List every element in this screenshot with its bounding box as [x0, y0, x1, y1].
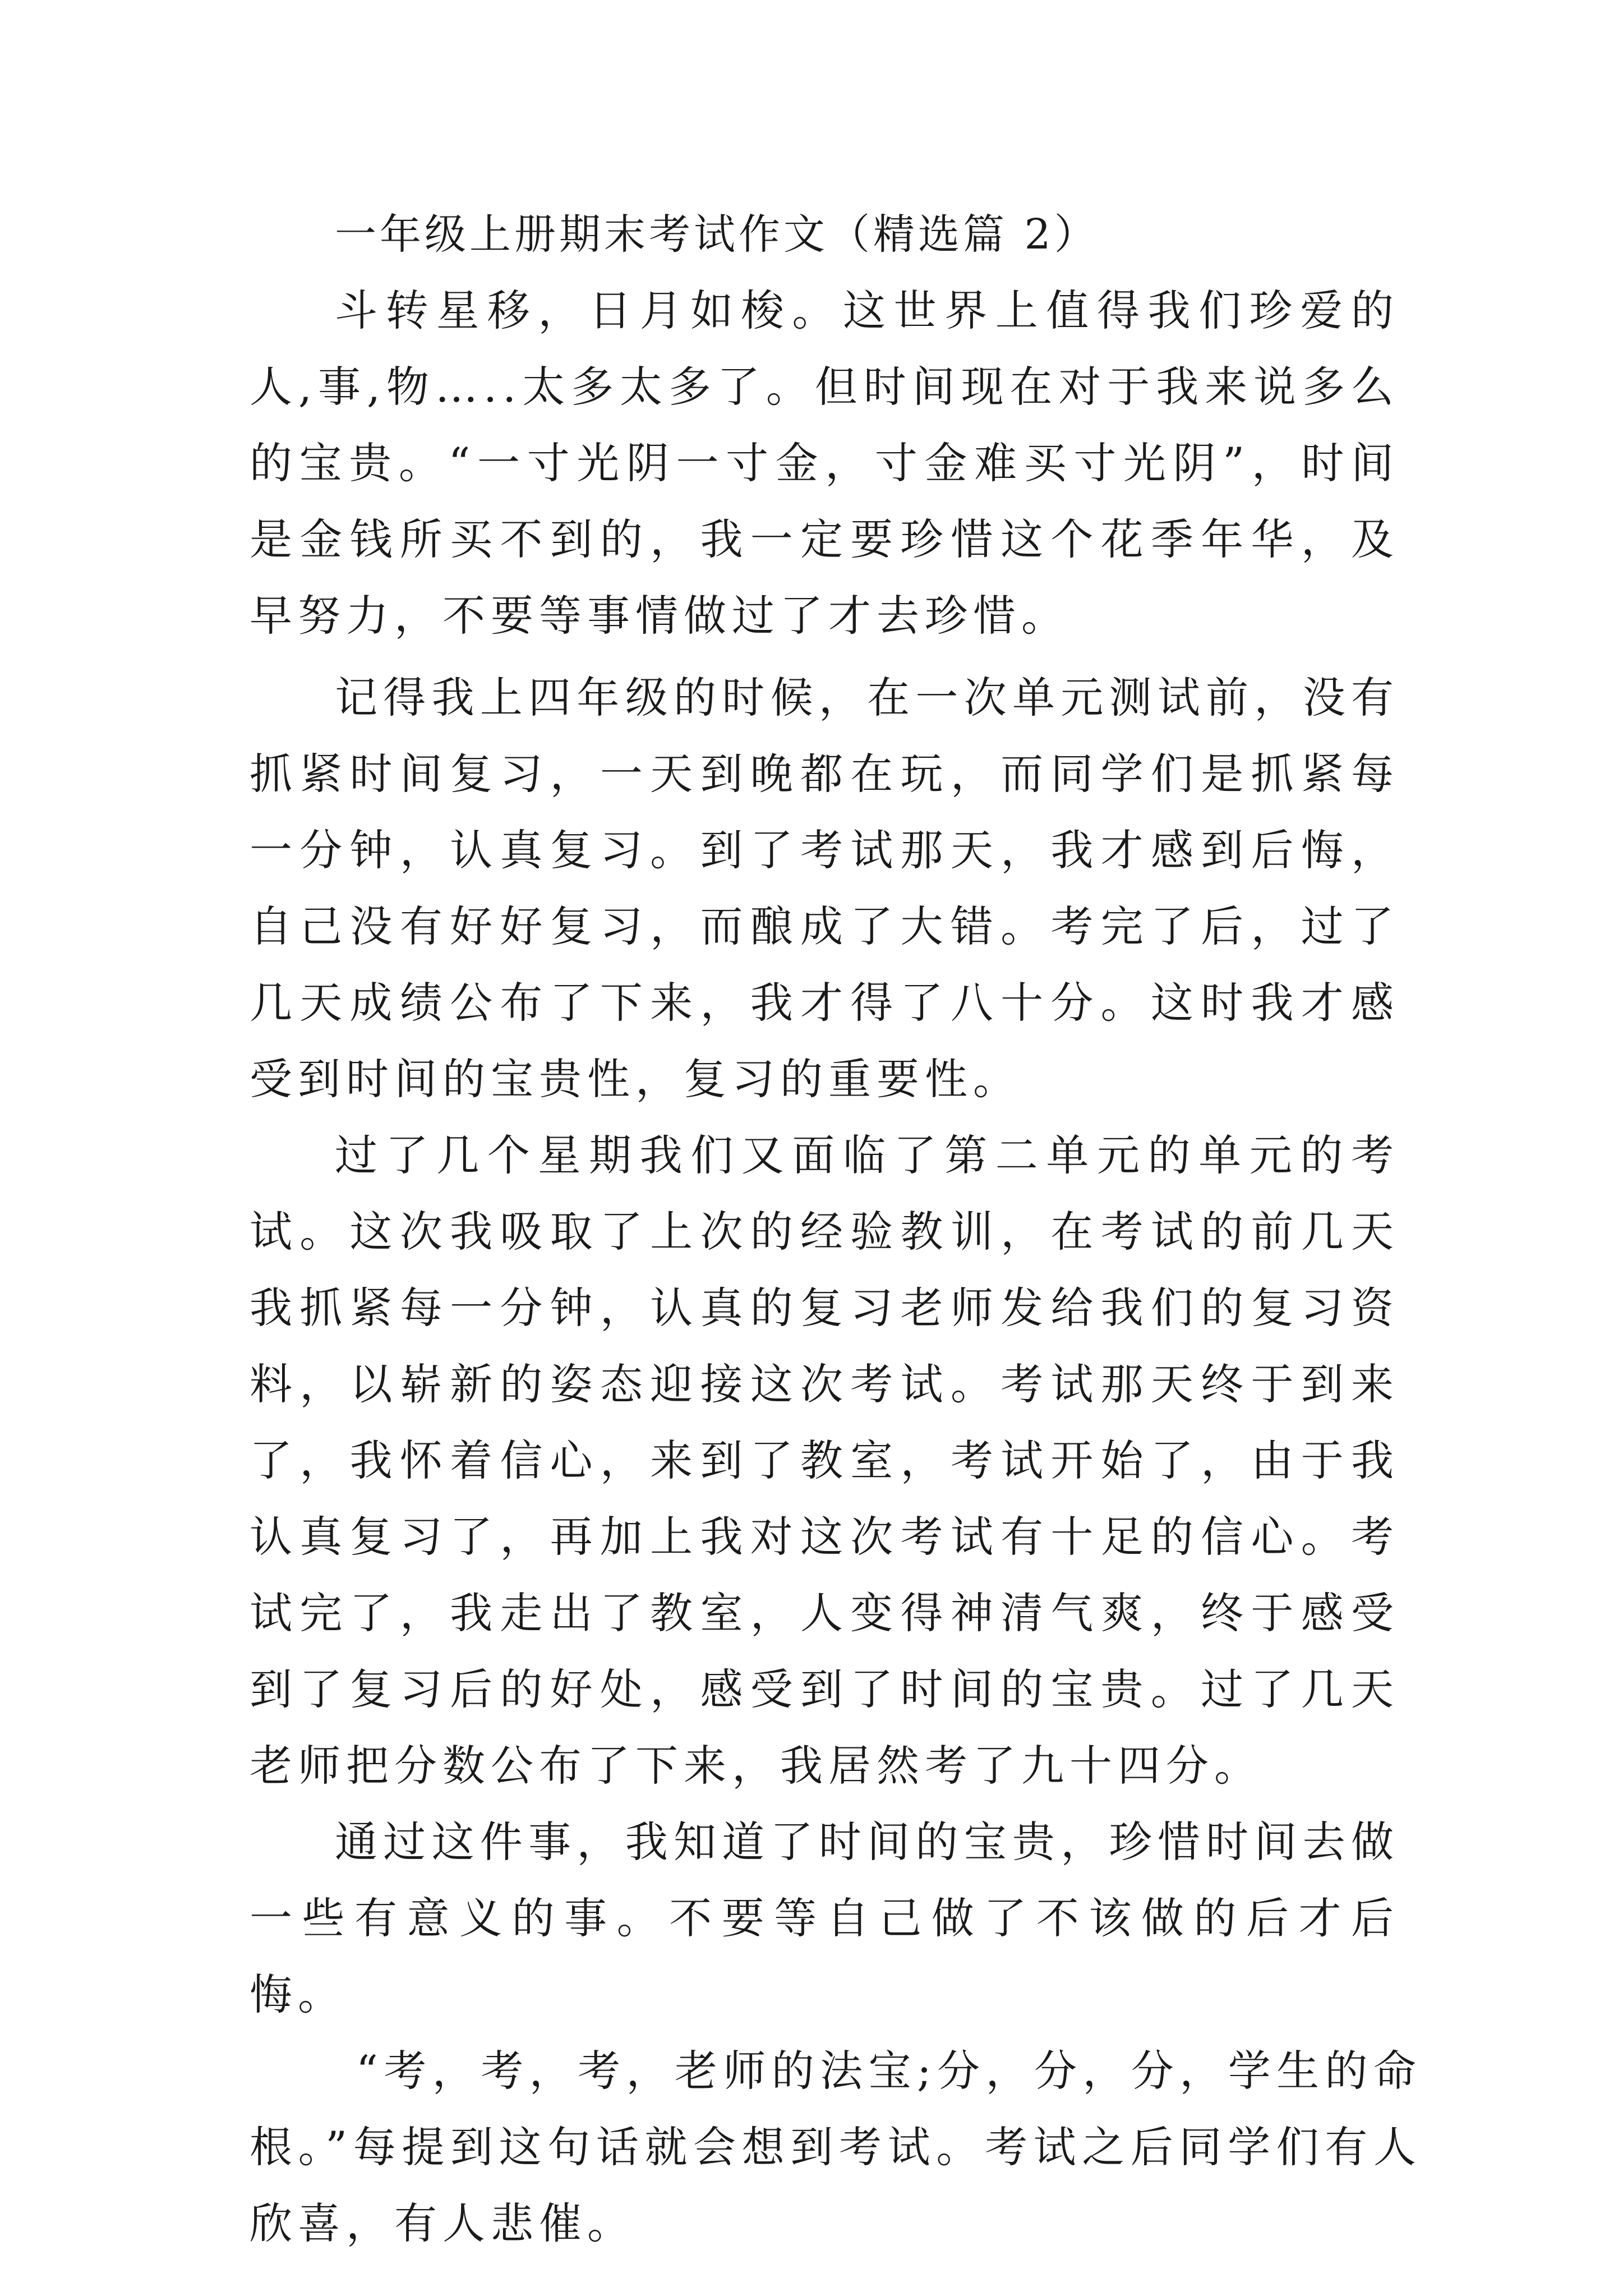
essay-title: 一年级上册期末考试作文（精选篇 2）: [335, 210, 1099, 259]
document-body: [250, 196, 1422, 2262]
paragraph-2: 记得我上四年级的时候，在一次单元测试前，没有抓紧时间复习，一天到晚都在玩，而同学们是抓紧每一分钟，认真复习。到了考试那天，我才感到后悔，自己没有好好复习，而酿成了大错。考完了后，过了几天成绩公布了下来，我才得了八十分。这时我才感受到时间的宝贵性，复习的重要性。: [250, 673, 1399, 1104]
paragraph-5: “考，考，考，老师的法宝;分，分，分，学生的命根。”每提到这句话就会想到考试。考试之后同学们有人欣喜，有人悲催。: [250, 2046, 1422, 2248]
paragraph-3: 过了几个星期我们又面临了第二单元的单元的考试。这次我吸取了上次的经验教训，在考试的前几天我抓紧每一分钟，认真的复习老师发给我们的复习资料，以崭新的姿态迎接这次考试。考试那天终于到来了，我怀着信心，来到了教室，考试开始了，由于我认真复习了，再加上我对这次考试有十足的信心。考试完了，我走出了教室，人变得神清气爽，终于感受到了复习后的好处，感受到了时间的宝贵。过了几天老师把分数公布了下来，我居然考了九十四分。: [250, 1130, 1399, 1791]
paragraph-1: 斗转星移，日月如梭。这世界上值得我们珍爱的人,事,物…..太多太多了。但时间现在对于我来说多么的宝贵。“一寸光阴一寸金，寸金难买寸光阴”，时间是金钱所买不到的，我一定要珍惜这个花季年华，及早努力，不要等事情做过了才去珍惜。: [250, 286, 1399, 641]
paragraph-4: 通过这件事，我知道了时间的宝贵，珍惜时间去做一些有意义的事。不要等自己做了不该做的后才后悔。: [250, 1817, 1399, 2019]
